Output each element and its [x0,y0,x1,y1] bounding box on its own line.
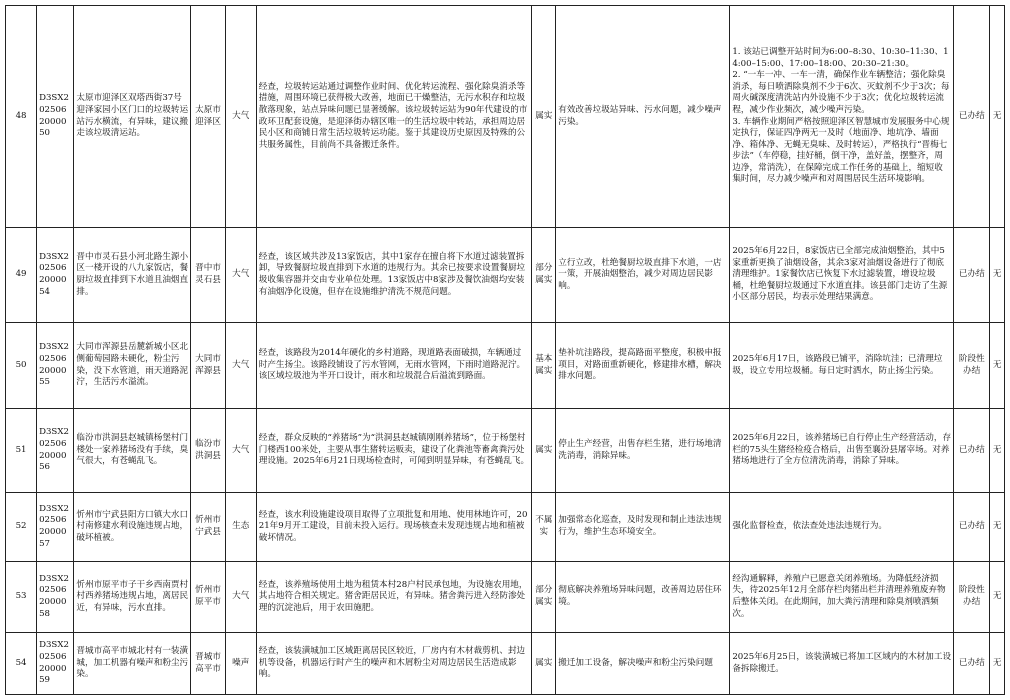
rectification-goal-cell: 搬迁加工设备，解决噪声和粉尘污染问题 [556,633,730,695]
status-cell: 阶段性办结 [954,323,990,409]
row-number-cell: 49 [6,228,37,323]
table-row [6,6,1005,228]
complaint-issue-cell: 忻州市原平市子干乡西南贾村村西养猪场违规占地，离居民近，有异味，污水直排。 [74,562,191,633]
row-number-cell: 50 [6,323,37,409]
rectification-measures-cell: 强化监督检查，依法查处违法违规行为。 [730,493,954,562]
accountability-cell: 无 [990,409,1005,493]
complaint-code-cell: D3SX2025062000059 [37,633,74,695]
verdict-cell: 不属实 [532,493,556,562]
table-body [6,6,1005,695]
status-cell: 已办结 [954,6,990,228]
row-number-cell: 48 [6,6,37,228]
investigation-result-cell: 经查，该养殖场使用土地为租赁本村28户村民承包地，为设施农用地，其占地符合相关规定。猪舍距居民近，有异味。猪舍粪污进入经防渗处理的沉淀池后，用于农田施肥。 [256,562,532,633]
region-cell: 忻州市原平市 [191,562,225,633]
complaint-issue-cell: 大同市浑源县岳麓新城小区北侧葡萄园路未硬化，粉尘污染，没下水管道，雨天道路泥泞，生活污水溢流。 [74,323,191,409]
rectification-measures-cell: 2025年6月22日，该养猪场已自行停止生产经营活动，存栏的75头生猪经检疫合格后，出售至襄汾县屠宰场。对养猪场地进行了全方位清洗消毒，消除了异味。 [730,409,954,493]
investigation-result-cell: 经查，群众反映的“养猪场”为“洪洞县赵城镇刚刚养猪场”，位于杨堡村门楼西100米处，主要从事生猪转运贩卖，建设了化粪池等畜禽粪污处理设施。2025年6月21日现场检查时，可闻到明显异味，有苍蝇乱飞。 [256,409,532,493]
table-row [6,562,1005,633]
complaints-table [5,5,1005,695]
table-row [6,323,1005,409]
complaint-code-cell: D3SX2025062000058 [37,562,74,633]
accountability-cell: 无 [990,228,1005,323]
verdict-cell: 属实 [532,6,556,228]
category-cell: 大气 [225,323,256,409]
verdict-cell: 部分属实 [532,228,556,323]
rectification-goal-cell: 有效改善垃圾站异味、污水问题，减少噪声污染。 [556,6,730,228]
rectification-measures-cell: 2025年6月25日，该装潢城已将加工区域内的木材加工设备拆除搬迁。 [730,633,954,695]
row-number-cell: 51 [6,409,37,493]
investigation-result-cell: 经查，垃圾转运站通过调整作业时间、优化转运流程、强化除臭消杀等措施，周围环境已获得极大改善，地面已干燥整洁，无污水积存和垃圾散落现象，站点异味问题已显著缓解。该垃圾转运站为90年代建设的市政环卫配套设施，是迎泽街办辖区唯一的生活垃圾中转站，承担周边居民小区和商铺日常生活垃圾转运功能。鉴于其建设历史原因及特殊的公共服务属性，目前尚不具备搬迁条件。 [256,6,532,228]
region-cell: 忻州市宁武县 [191,493,225,562]
status-cell: 已办结 [954,409,990,493]
rectification-measures-cell: 2025年6月17日，该路段已铺平，消除坑洼；已清理垃圾，设立专用垃圾桶。每日定时洒水，防止扬尘污染。 [730,323,954,409]
accountability-cell: 无 [990,633,1005,695]
status-cell: 已办结 [954,633,990,695]
investigation-result-cell: 经查，该水利设施建设项目取得了立项批复和用地、使用林地许可，2021年9月开工建设，目前未投入运行。现场核查未发现违规占地和植被破坏情况。 [256,493,532,562]
region-cell: 晋城市高平市 [191,633,225,695]
accountability-cell: 无 [990,6,1005,228]
category-cell: 大气 [225,409,256,493]
category-cell: 大气 [225,562,256,633]
verdict-cell: 属实 [532,409,556,493]
region-cell: 临汾市洪洞县 [191,409,225,493]
status-cell: 已办结 [954,228,990,323]
verdict-cell: 属实 [532,633,556,695]
investigation-result-cell: 经查，该区域共涉及13家饭店，其中1家存在擅自将下水道过滤装置拆卸，导致餐厨垃圾直排到下水道的违规行为。其余已按要求设置餐厨垃圾收集容器并交由专业单位处理。13家饭店中8家涉及餐饮油烟均安装有油烟净化设施，但存在设施维护清洗不规范问题。 [256,228,532,323]
verdict-cell: 基本属实 [532,323,556,409]
table-row [6,633,1005,695]
investigation-result-cell: 经查，该装潢城加工区域距离居民区较近，厂房内有木材裁剪机、封边机等设备，机器运行时产生的噪声和木屑粉尘对周边居民生活造成影响。 [256,633,532,695]
complaint-issue-cell: 晋城市高平市城北村有一装潢城，加工机器有噪声和粉尘污染。 [74,633,191,695]
row-number-cell: 53 [6,562,37,633]
complaint-code-cell: D3SX2025062000056 [37,409,74,493]
table-row [6,493,1005,562]
complaint-code-cell: D3SX2025062000050 [37,6,74,228]
complaint-issue-cell: 忻州市宁武县阳方口镇大水口村南修建水利设施违规占地，破坏植被。 [74,493,191,562]
rectification-goal-cell: 加强常态化巡查，及时发现和制止违法违规行为，维护生态环境安全。 [556,493,730,562]
region-cell: 晋中市灵石县 [191,228,225,323]
accountability-cell: 无 [990,323,1005,409]
category-cell: 大气 [225,228,256,323]
complaint-issue-cell: 临汾市洪洞县赵城镇杨堡村门楼处一家养猪场没有手续，臭气很大，有苍蝇乱飞。 [74,409,191,493]
complaint-code-cell: D3SX2025062000054 [37,228,74,323]
row-number-cell: 52 [6,493,37,562]
rectification-goal-cell: 彻底解决养殖场异味问题，改善周边居住环境。 [556,562,730,633]
rectification-measures-cell: 2025年6月22日，8家饭店已全部完成油烟整治，其中5家重新更换了油烟设备，其余3家对油烟设备进行了彻底清理维护。1家餐饮店已恢复下水过滤装置，增设垃圾桶，杜绝餐厨垃圾通过下水道直排。该县部门走访了生源小区部分居民，均表示处理结果满意。 [730,228,954,323]
category-cell: 大气 [225,6,256,228]
accountability-cell: 无 [990,493,1005,562]
rectification-goal-cell: 垫补坑洼路段，提高路面平整度，积极申报项目，对路面重新硬化，修建排水槽，解决排水问题。 [556,323,730,409]
region-cell: 太原市迎泽区 [191,6,225,228]
status-cell: 已办结 [954,493,990,562]
investigation-result-cell: 经查，该路段为2014年硬化的乡村道路，现道路表面破损，车辆通过时产生扬尘。该路段铺设了污水管网，无雨水管网，下雨时道路泥泞。该区域垃圾池为半开口设计，雨水和垃圾混合后溢流到路面。 [256,323,532,409]
table-row [6,228,1005,323]
complaint-issue-cell: 晋中市灵石县小河北路生源小区一楼开设的八九家饭店，餐厨垃圾直排到下水道且油烟直排。 [74,228,191,323]
complaint-code-cell: D3SX2025062000055 [37,323,74,409]
row-number-cell: 54 [6,633,37,695]
accountability-cell: 无 [990,562,1005,633]
category-cell: 生态 [225,493,256,562]
complaint-code-cell: D3SX2025062000057 [37,493,74,562]
rectification-measures-cell: 经沟通解释，养殖户已愿意关闭养殖场。为降低经济损失，待2025年12月全部存栏肉猪出栏并清理养殖废弃物后整体关闭。在此期间，加大粪污清理和除臭剂喷洒频次。 [730,562,954,633]
verdict-cell: 部分属实 [532,562,556,633]
status-cell: 阶段性办结 [954,562,990,633]
complaint-issue-cell: 太原市迎泽区双塔西街37号迎泽家园小区门口的垃圾转运站污水横流，有异味，建议搬走该垃圾清运站。 [74,6,191,228]
rectification-measures-cell: 1. 该站已调整开站时间为6:00–8:30、10:30–11:30、14:00–15:00、17:00–18:00、20:30–21:30。 2. “一车一冲、一车一清，确保作业车辆整洁；强化除臭消杀，每日喷洒除臭剂不少于6次、灭蚊剂不少于3次；每周火碱深度清洗站内外设施不少于3次；优化垃圾转运流程，减少作业频次，减少噪声污染。 3. 车辆作业期间严格按照迎泽区智慧城市发展服务中心规定执行，保证四净两无一及时（地面净、地坑净、墙面净、箱体净、无蝇无臭味、及时转运），严格执行“晋梅七步法”（车停稳，挂好桶，倒干净，盖好盖，摆整齐，周边净，常消洗），在保障完成工作任务的基础上，缩短收集时间，尽力减少噪声和对周围居民生活环境影响。 [730,6,954,228]
category-cell: 噪声 [225,633,256,695]
table-row [6,409,1005,493]
rectification-goal-cell: 停止生产经营，出售存栏生猪，进行场地清洗消毒，消除异味。 [556,409,730,493]
rectification-goal-cell: 立行立改，杜绝餐厨垃圾直排下水道，一店一策，开展油烟整治，减少对周边居民影响。 [556,228,730,323]
region-cell: 大同市浑源县 [191,323,225,409]
